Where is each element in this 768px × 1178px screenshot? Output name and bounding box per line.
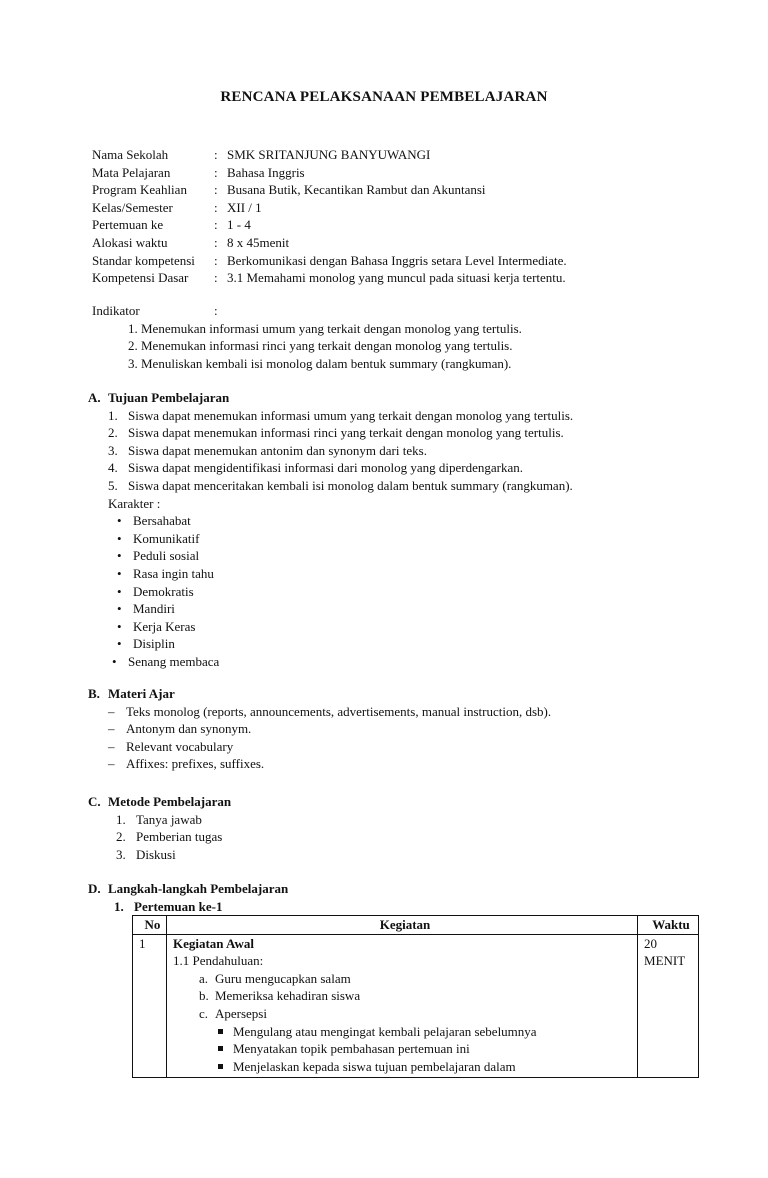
- section-metode: [88, 793, 231, 863]
- section-letter: C.: [88, 794, 101, 809]
- item-number: 2.: [108, 425, 118, 441]
- info-value: 8 x 45menit: [227, 234, 290, 250]
- item-text: Apersepsi: [214, 1005, 267, 1021]
- info-value: 1 - 4: [227, 217, 251, 233]
- list-item: Menjelaskan kepada siswa tujuan pembelajaran dalam: [215, 1058, 637, 1076]
- section-letter: A.: [88, 390, 101, 405]
- info-label: Nama Sekolah: [92, 147, 169, 162]
- indikator-item: 1. Menemukan informasi umum yang terkait dengan monolog yang tertulis.: [128, 320, 522, 336]
- indikator-list: [92, 320, 522, 373]
- info-label: Program Keahlian: [92, 182, 187, 198]
- item-number: 3.: [116, 846, 126, 862]
- section-heading: [88, 389, 573, 407]
- item-number: 4.: [108, 460, 118, 476]
- info-colon: :: [214, 217, 218, 233]
- section-heading: [88, 880, 288, 898]
- info-row: [92, 164, 567, 182]
- item-number: 2.: [116, 829, 126, 845]
- info-colon: :: [214, 303, 218, 318]
- info-label: Pertemuan ke: [92, 217, 164, 233]
- table-row: [133, 934, 699, 1078]
- metode-list: [116, 811, 231, 864]
- indikator-row: [92, 302, 522, 320]
- list-item: • Komunikatif: [113, 530, 573, 548]
- info-value: SMK SRITANJUNG BANYUWANGI: [227, 147, 431, 162]
- list-item: [116, 846, 231, 864]
- info-label: Kelas/Semester: [92, 199, 173, 215]
- tujuan-list: [108, 407, 573, 495]
- section-title: Langkah-langkah Pembelajaran: [108, 881, 289, 896]
- item-key: a.: [198, 970, 208, 986]
- indikator-label: Indikator: [92, 303, 140, 318]
- list-item: [108, 407, 573, 425]
- table-header-row: [133, 916, 699, 935]
- info-label: Kompetensi Dasar: [92, 270, 189, 286]
- info-row: [92, 181, 567, 199]
- section-heading: [88, 685, 551, 703]
- item-key: b.: [198, 988, 209, 1004]
- cell-no: 1: [133, 934, 167, 1078]
- indikator-item: 2. Menemukan informasi rinci yang terkait dengan monolog yang tertulis.: [128, 338, 513, 354]
- item-text: Pemberian tugas: [136, 829, 223, 845]
- kegiatan-title: Kegiatan Awal: [172, 935, 254, 951]
- list-item: [108, 424, 573, 442]
- list-item: – Antonym dan synonym.: [108, 720, 551, 738]
- list-item: • Kerja Keras: [113, 618, 573, 636]
- info-row: [92, 216, 567, 234]
- section-title: Tujuan Pembelajaran: [108, 390, 230, 405]
- list-item: – Affixes: prefixes, suffixes.: [108, 755, 551, 773]
- header-waktu: Waktu: [638, 916, 699, 935]
- section-heading: [88, 793, 231, 811]
- list-item: • Senang membaca: [108, 653, 573, 671]
- item-text: Siswa dapat menceritakan kembali isi monolog dalam bentuk summary (rangkuman).: [128, 477, 573, 493]
- list-item: [116, 811, 231, 829]
- item-number: 3.: [108, 442, 118, 458]
- section-title: Metode Pembelajaran: [108, 794, 232, 809]
- info-colon: :: [214, 164, 218, 180]
- list-item: Mengulang atau mengingat kembali pelajaran sebelumnya: [215, 1023, 637, 1041]
- info-row: [92, 234, 567, 252]
- list-item: • Demokratis: [113, 583, 573, 601]
- info-row: [92, 146, 567, 164]
- item-text: Diskusi: [136, 846, 176, 862]
- item-text: Guru mengucapkan salam: [214, 970, 351, 986]
- section-tujuan: [88, 389, 573, 671]
- pertemuan-title: Pertemuan ke-1: [134, 898, 223, 914]
- list-item: • Mandiri: [113, 600, 573, 618]
- list-item: [199, 1005, 637, 1023]
- item-text: Siswa dapat menemukan informasi umum yang terkait dengan monolog yang tertulis.: [128, 407, 574, 423]
- karakter-label: Karakter :: [108, 495, 161, 511]
- cell-waktu: [638, 934, 699, 1078]
- item-key: c.: [198, 1005, 208, 1021]
- list-item: • Disiplin: [113, 635, 573, 653]
- list-item: • Rasa ingin tahu: [113, 565, 573, 583]
- item-text: Siswa dapat menemukan antonim dan synonym dari teks.: [128, 442, 427, 458]
- list-item: [108, 459, 573, 477]
- tujuan-body: [108, 407, 573, 671]
- info-label: Standar kompetensi: [92, 252, 195, 268]
- info-colon: :: [214, 270, 218, 286]
- list-item: • Peduli sosial: [113, 547, 573, 565]
- list-item: [108, 442, 573, 460]
- section-langkah: [88, 880, 288, 915]
- karakter-list: [113, 512, 573, 653]
- list-item: [108, 477, 573, 495]
- info-value: Busana Butik, Kecantikan Rambut dan Akuntansi: [227, 182, 486, 198]
- info-colon: :: [214, 252, 218, 268]
- item-text: Siswa dapat mengidentifikasi informasi dari monolog yang diperdengarkan.: [128, 460, 523, 476]
- header-kegiatan: Kegiatan: [166, 916, 637, 935]
- info-value: 3.1 Memahami monolog yang muncul pada situasi kerja tertentu.: [227, 270, 566, 286]
- item-text: Tanya jawab: [136, 811, 202, 827]
- info-row: [92, 252, 567, 270]
- page-title: RENCANA PELAKSANAAN PEMBELAJARAN: [220, 89, 548, 105]
- section-letter: B.: [88, 686, 100, 701]
- waktu-value: 20: [644, 935, 658, 951]
- indikator-block: [92, 302, 522, 372]
- info-label: Mata Pelajaran: [92, 164, 171, 180]
- list-item: [199, 987, 637, 1005]
- header-no: No: [133, 916, 167, 935]
- square-list: [215, 1023, 637, 1076]
- info-value: XII / 1: [227, 199, 262, 215]
- info-value: Bahasa Inggris: [227, 164, 305, 180]
- info-label: Alokasi waktu: [92, 234, 168, 250]
- info-colon: :: [214, 199, 218, 215]
- extra-list: [108, 653, 573, 671]
- section-title: Materi Ajar: [108, 686, 175, 701]
- waktu-unit: MENIT: [644, 953, 686, 969]
- list-item: Menyatakan topik pembahasan pertemuan ini: [215, 1040, 637, 1058]
- item-text: Siswa dapat menemukan informasi rinci yang terkait dengan monolog yang tertulis.: [128, 425, 564, 441]
- info-row: [92, 199, 567, 217]
- materi-list: [108, 703, 551, 773]
- section-letter: D.: [88, 881, 101, 896]
- list-item: – Relevant vocabulary: [108, 738, 551, 756]
- pertemuan-heading: [114, 898, 288, 916]
- kegiatan-table: [132, 915, 699, 1078]
- pertemuan-number: 1.: [114, 898, 124, 914]
- kegiatan-sub: 1.1 Pendahuluan:: [172, 953, 264, 969]
- item-number: 5.: [108, 477, 118, 493]
- info-colon: :: [214, 182, 218, 198]
- info-block: [92, 146, 567, 287]
- list-item: [116, 828, 231, 846]
- info-colon: :: [214, 234, 218, 250]
- info-value: Berkomunikasi dengan Bahasa Inggris setara Level Intermediate.: [227, 252, 567, 268]
- item-number: 1.: [116, 811, 126, 827]
- info-colon: :: [214, 147, 218, 162]
- indikator-item: 3. Menuliskan kembali isi monolog dalam bentuk summary (rangkuman).: [128, 355, 512, 371]
- alpha-list: [199, 970, 637, 1023]
- list-item: [199, 970, 637, 988]
- cell-kegiatan: [166, 934, 637, 1078]
- info-row: [92, 269, 567, 287]
- item-number: 1.: [108, 407, 118, 423]
- section-materi: [88, 685, 551, 773]
- item-text: Memeriksa kehadiran siswa: [214, 988, 361, 1004]
- list-item: • Bersahabat: [113, 512, 573, 530]
- list-item: – Teks monolog (reports, announcements, advertisements, manual instruction, dsb).: [108, 703, 551, 721]
